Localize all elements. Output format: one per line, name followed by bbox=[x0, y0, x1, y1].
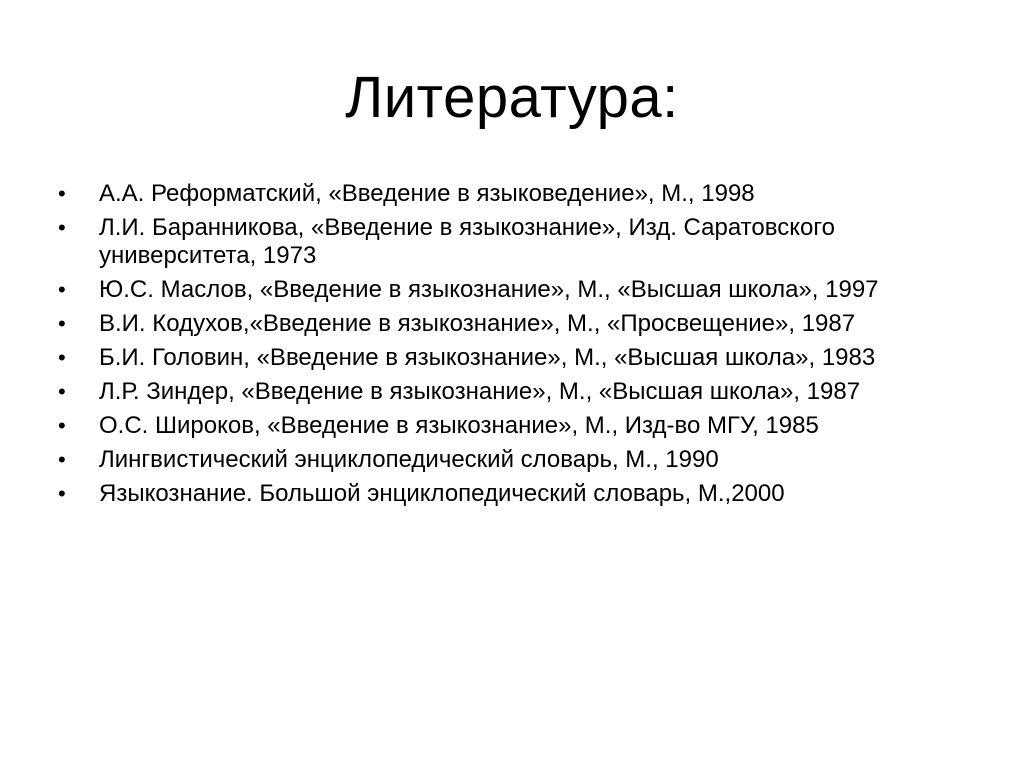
list-item bbox=[58, 276, 938, 304]
bullet-icon: • bbox=[58, 181, 66, 206]
list-item bbox=[58, 180, 938, 208]
bullet-icon: • bbox=[58, 481, 66, 506]
list-item bbox=[58, 446, 938, 474]
list-item-text: В.И. Кодухов,«Введение в языкознание», М., «Просвещение», 1987 bbox=[99, 310, 856, 337]
list-item-text: Лингвистический энциклопедический словарь, М., 1990 bbox=[99, 446, 719, 473]
bullet-icon: • bbox=[58, 311, 66, 336]
list-item-text: Л.Р. Зиндер, «Введение в языкознание», М., «Высшая школа», 1987 bbox=[99, 378, 861, 405]
list-item-text: Б.И. Головин, «Введение в языкознание», М., «Высшая школа», 1983 bbox=[99, 344, 876, 371]
list-item-text: Ю.С. Маслов, «Введение в языкознание», М., «Высшая школа», 1997 bbox=[99, 276, 879, 303]
list-item bbox=[58, 412, 938, 440]
list-item-text: О.С. Широков, «Введение в языкознание», М., Изд-во МГУ, 1985 bbox=[99, 412, 819, 439]
bullet-icon: • bbox=[58, 447, 66, 472]
bullet-icon: • bbox=[58, 277, 66, 302]
list-item bbox=[58, 480, 938, 508]
list-item-text: Л.И. Баранникова, «Введение в языкознание», Изд. Саратовского университета, 1973 bbox=[99, 214, 835, 269]
slide-title: Литература: bbox=[345, 65, 679, 130]
list-item bbox=[58, 214, 938, 270]
list-item bbox=[58, 310, 938, 338]
bibliography-list bbox=[58, 180, 938, 514]
list-item-text: Языкознание. Большой энциклопедический словарь, М.,2000 bbox=[99, 480, 785, 507]
list-item bbox=[58, 378, 938, 406]
list-item-text: А.А. Реформатский, «Введение в языковедение», М., 1998 bbox=[99, 180, 755, 207]
bullet-icon: • bbox=[58, 379, 66, 404]
bullet-icon: • bbox=[58, 215, 66, 240]
bullet-icon: • bbox=[58, 413, 66, 438]
list-item bbox=[58, 344, 938, 372]
bullet-icon: • bbox=[58, 345, 66, 370]
